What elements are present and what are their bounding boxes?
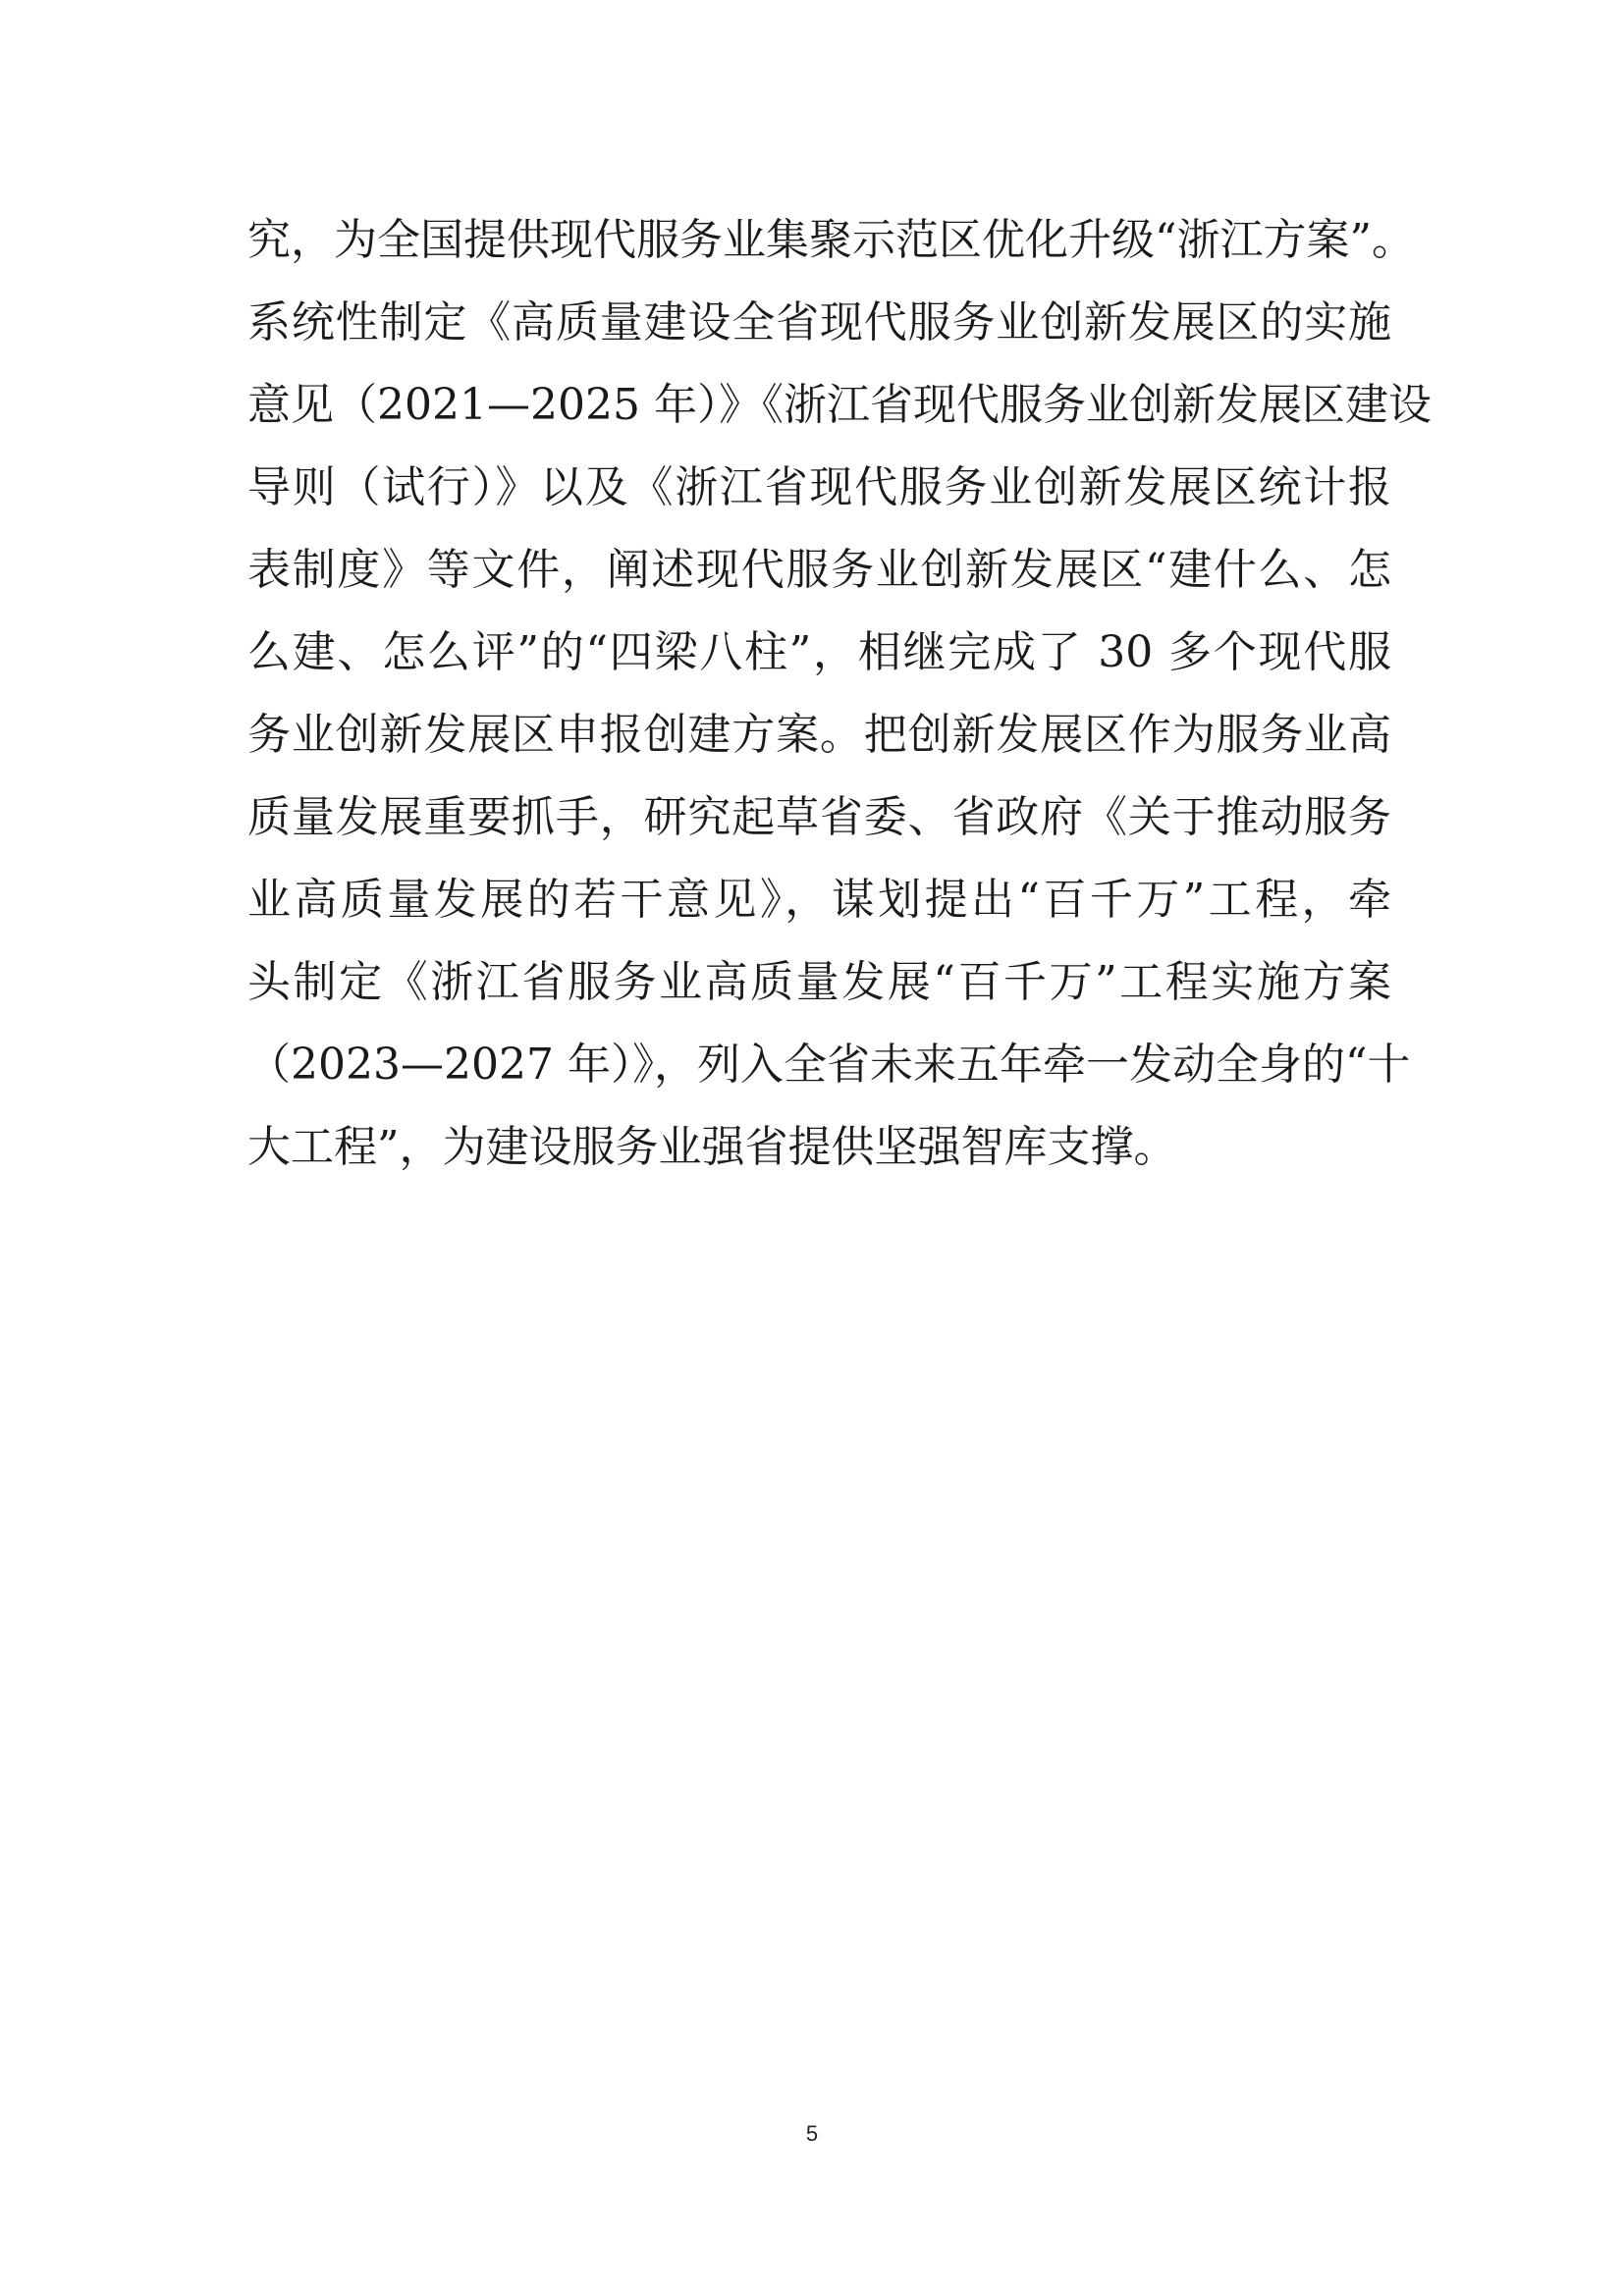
text-line: 系统性制定《高质量建设全省现代服务业创新发展区的实施 (247, 297, 1391, 347)
text-line: 质量发展重要抓手，研究起草省委、省政府《关于推动服务 (247, 792, 1391, 842)
text-line: 大工程”，为建设服务业强省提供坚强智库支撑。 (247, 1122, 1177, 1172)
text-line: 意见（2021—2025 年）》《浙江省现代服务业创新发展区建设 (247, 380, 1432, 430)
text-line: 业高质量发展的若干意见》，谋划提出“百千万”工程，牵 (247, 875, 1391, 925)
text-line: 头制定《浙江省服务业高质量发展“百千万”工程实施方案 (247, 957, 1391, 1007)
text-line: 务业创新发展区申报创建方案。把创新发展区作为服务业高 (247, 710, 1391, 760)
page-number: 5 (805, 2121, 819, 2146)
text-line: 表制度》等文件，阐述现代服务业创新发展区“建什么、怎 (247, 545, 1391, 595)
text-line: 么建、怎么评”的“四梁八柱”，相继完成了 30 多个现代服 (247, 627, 1391, 677)
body-paragraph (247, 209, 1432, 1199)
text-line: 导则（试行）》以及《浙江省现代服务业创新发展区统计报 (247, 462, 1391, 512)
text-line: 究，为全国提供现代服务业集聚示范区优化升级“浙江方案”。 (247, 215, 1415, 265)
text-line: （2023—2027 年）》，列入全省未来五年牵一发动全身的“十 (247, 1040, 1411, 1090)
